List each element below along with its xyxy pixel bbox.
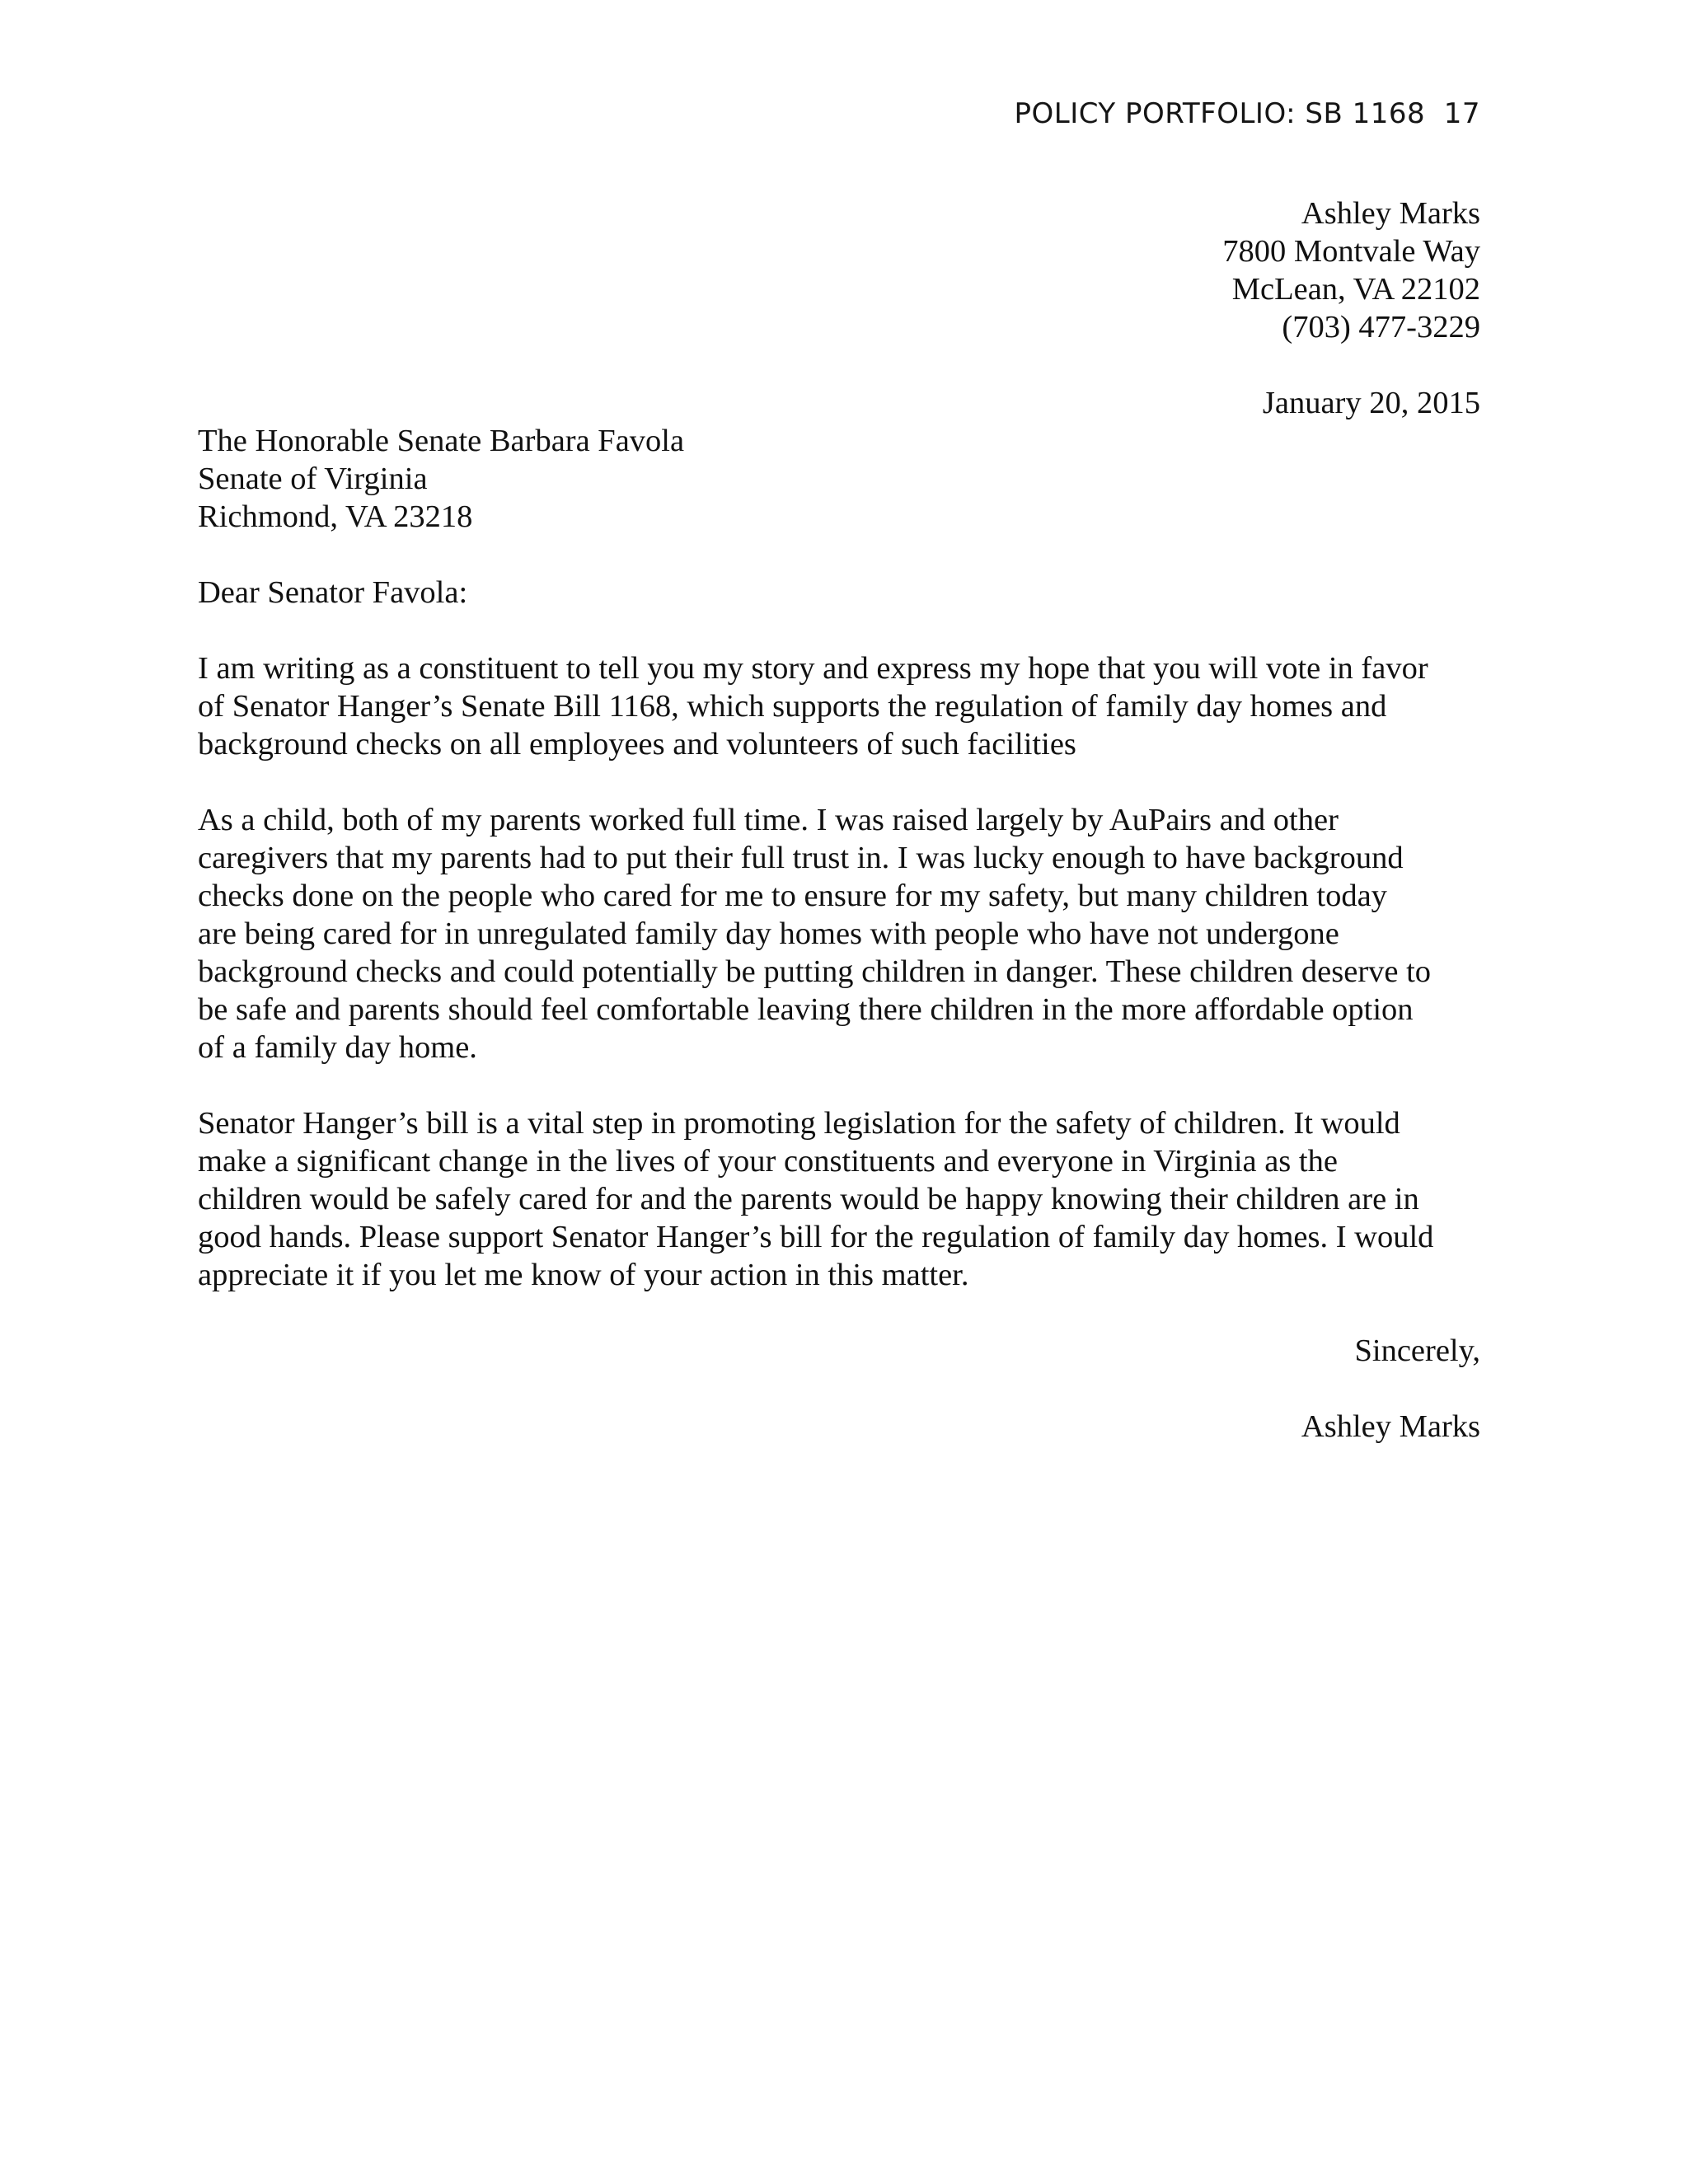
paragraph-line: are being cared for in unregulated family day homes with people who have not undergone: [198, 916, 1339, 951]
signature-name: Ashley Marks: [1301, 1409, 1480, 1444]
page-number: 17: [1443, 97, 1480, 130]
recipient-address-block: [198, 422, 1480, 536]
sender-address-block: [198, 194, 1480, 346]
salutation: Dear Senator Favola:: [198, 575, 468, 610]
recipient-line-1: The Honorable Senate Barbara Favola: [198, 424, 685, 458]
letter-date: January 20, 2015: [1262, 386, 1480, 420]
paragraph-line: background checks on all employees and volunteers of such facilities: [198, 727, 1076, 762]
body-paragraph-2: [198, 801, 1480, 1066]
paragraph-line: good hands. Please support Senator Hanger’s bill for the regulation of family day homes. I would: [198, 1220, 1434, 1254]
body-paragraph-3: [198, 1104, 1480, 1294]
recipient-line-2: Senate of Virginia: [198, 462, 428, 496]
signature-block: [198, 1408, 1480, 1446]
paragraph-line: make a significant change in the lives of your constituents and everyone in Virginia as the: [198, 1144, 1338, 1179]
sender-city-state-zip: McLean, VA 22102: [1231, 272, 1480, 307]
paragraph-line: I am writing as a constituent to tell you my story and express my hope that you will vote in favor: [198, 651, 1428, 686]
paragraph-line: Senator Hanger’s bill is a vital step in promoting legislation for the safety of children. It would: [198, 1106, 1400, 1141]
closing: Sincerely,: [1354, 1333, 1480, 1368]
paragraph-line: of a family day home.: [198, 1030, 477, 1065]
letter-date-block: [198, 384, 1480, 422]
running-header: [1015, 97, 1480, 130]
paragraph-line: As a child, both of my parents worked full time. I was raised largely by AuPairs and other: [198, 803, 1339, 837]
paragraph-line: background checks and could potentially be putting children in danger. These children deserve to: [198, 954, 1432, 989]
paragraph-line: children would be safely cared for and the parents would be happy knowing their children are in: [198, 1182, 1419, 1216]
paragraph-line: appreciate it if you let me know of your action in this matter.: [198, 1258, 969, 1292]
recipient-line-3: Richmond, VA 23218: [198, 499, 473, 534]
salutation-block: [198, 574, 1480, 612]
paragraph-line: be safe and parents should feel comfortable leaving there children in the more affordable option: [198, 992, 1414, 1027]
paragraph-line: of Senator Hanger’s Senate Bill 1168, which supports the regulation of family day homes and: [198, 689, 1387, 724]
running-title: POLICY PORTFOLIO: SB 1168: [1014, 97, 1426, 130]
paragraph-line: checks done on the people who cared for me to ensure for my safety, but many children today: [198, 879, 1387, 913]
body-paragraph-1: [198, 649, 1480, 763]
letter-body: [198, 194, 1480, 1446]
sender-phone: (703) 477-3229: [1282, 310, 1480, 344]
sender-name: Ashley Marks: [1301, 196, 1480, 231]
paragraph-line: caregivers that my parents had to put their full trust in. I was lucky enough to have background: [198, 841, 1404, 875]
sender-street: 7800 Montvale Way: [1222, 234, 1480, 269]
closing-block: [198, 1332, 1480, 1370]
